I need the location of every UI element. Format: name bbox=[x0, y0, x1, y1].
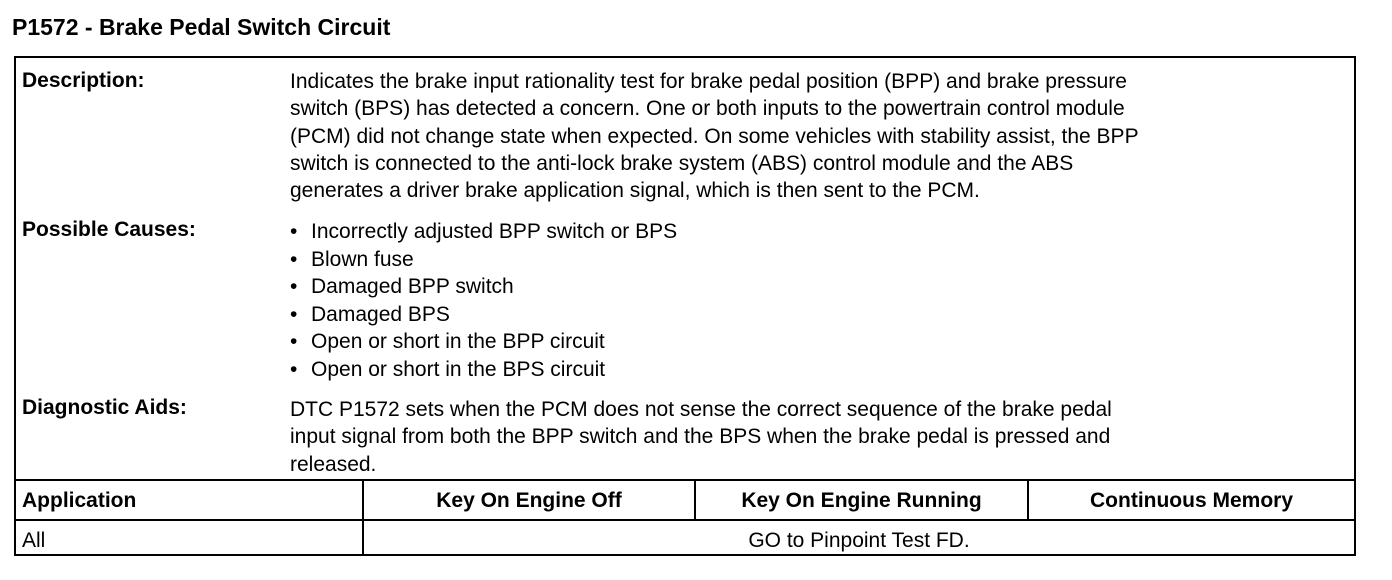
bullet-icon: • bbox=[290, 247, 298, 271]
description-line: generates a driver brake application signal, which is then sent to the PCM. bbox=[290, 179, 980, 203]
description-line: switch is connected to the anti-lock brake system (ABS) control module and the ABS bbox=[290, 151, 1074, 175]
cause-item bbox=[290, 246, 677, 274]
description-line: switch (BPS) has detected a concern. One or both inputs to the powertrain control module bbox=[290, 97, 1125, 121]
cause-item bbox=[290, 328, 677, 356]
table-header-application: Application bbox=[22, 489, 137, 512]
table-cell-application: All bbox=[22, 529, 46, 552]
possible-causes-list bbox=[290, 218, 677, 384]
description-line: Indicates the brake input rationality test for brake pedal position (BPP) and brake pressure bbox=[290, 70, 1127, 93]
description-label: Description: bbox=[22, 69, 145, 92]
cause-text: Blown fuse bbox=[311, 247, 414, 271]
bullet-icon: • bbox=[290, 220, 298, 243]
bullet-icon: • bbox=[290, 302, 298, 326]
table-header-koer: Key On Engine Running bbox=[741, 489, 982, 512]
diagnostic-aids-line: input signal from both the BPP switch and the BPS when the brake pedal is pressed and bbox=[290, 425, 1111, 449]
description-line: (PCM) did not change state when expected. On some vehicles with stability assist, the BPP bbox=[290, 124, 1139, 148]
page-title: P1572 - Brake Pedal Switch Circuit bbox=[12, 14, 391, 40]
cause-text: Damaged BPP switch bbox=[311, 275, 514, 299]
cause-item bbox=[290, 218, 677, 246]
cause-text: Damaged BPS bbox=[311, 302, 450, 326]
cause-text: Incorrectly adjusted BPP switch or BPS bbox=[311, 220, 678, 243]
cause-item bbox=[290, 301, 677, 329]
cause-text: Open or short in the BPS circuit bbox=[311, 357, 606, 381]
table-cell-action: GO to Pinpoint Test FD. bbox=[748, 529, 970, 552]
diagnostic-aids-text bbox=[290, 396, 1340, 478]
bullet-icon: • bbox=[290, 330, 298, 354]
table-header-continuous-memory: Continuous Memory bbox=[1090, 489, 1293, 512]
cause-item bbox=[290, 356, 677, 384]
bullet-icon: • bbox=[290, 357, 298, 381]
possible-causes-label: Possible Causes: bbox=[22, 218, 196, 241]
cause-item bbox=[290, 273, 677, 301]
table-header-koeo: Key On Engine Off bbox=[436, 489, 622, 512]
diagnostic-aids-line: released. bbox=[290, 452, 377, 476]
diagnostic-aids-line: DTC P1572 sets when the PCM does not sense the correct sequence of the brake pedal bbox=[290, 398, 1112, 421]
bullet-icon: • bbox=[290, 275, 298, 299]
diagnostic-aids-label: Diagnostic Aids: bbox=[22, 396, 187, 419]
description-text bbox=[290, 68, 1340, 204]
cause-text: Open or short in the BPP circuit bbox=[311, 330, 605, 354]
